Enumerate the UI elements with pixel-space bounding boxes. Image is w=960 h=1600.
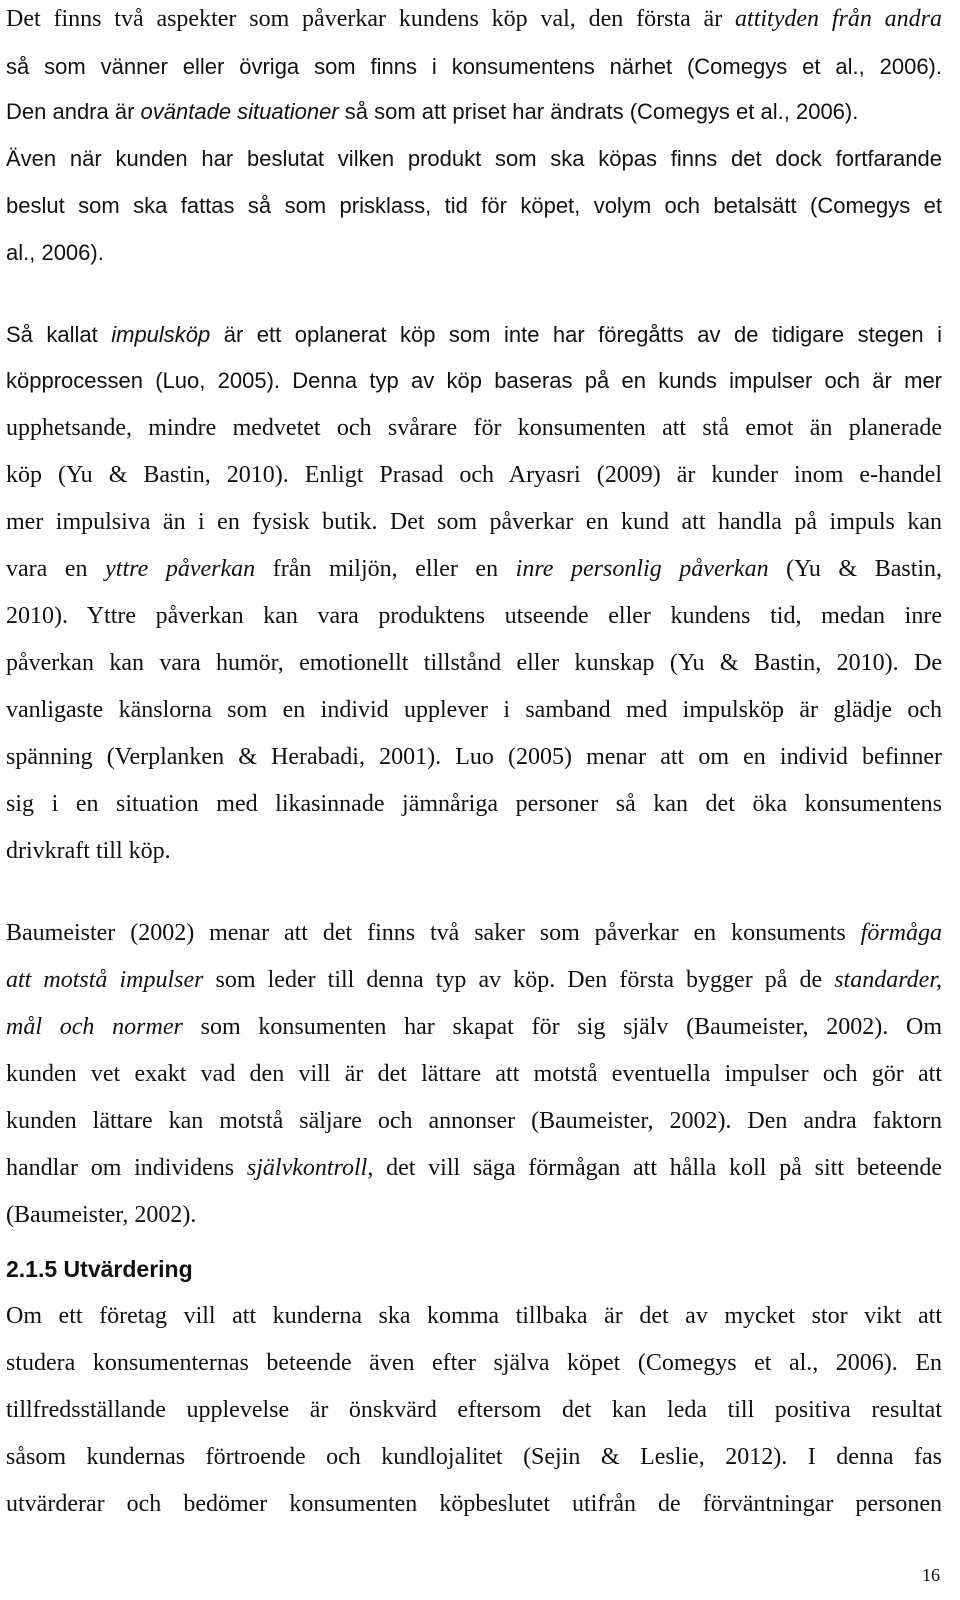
text-line	[6, 238, 942, 268]
text-segment: mer impulsiva än i en fysisk butik. Det som påverkar en kund att handla på impuls kan	[6, 509, 942, 535]
text-line	[6, 413, 942, 443]
text-segment: , det vill säga förmågan att hålla koll på sitt beteende	[367, 1155, 942, 1181]
text-segment: handlar om individens	[6, 1155, 247, 1181]
text-line	[6, 52, 942, 82]
text-line	[6, 320, 942, 350]
text-line	[6, 1153, 942, 1183]
text-line	[6, 601, 942, 631]
text-line	[6, 918, 942, 948]
text-segment: som leder till denna typ av köp. Den första bygger på de	[203, 967, 835, 993]
text-line	[6, 965, 942, 995]
text-segment: så som vänner eller övriga som finns i konsumentens närhet (Comegys et al., 2006).	[6, 54, 942, 79]
text-segment: från miljön, eller en	[255, 556, 516, 582]
text-segment: vara en	[6, 556, 106, 582]
text-line	[6, 366, 942, 396]
text-line	[6, 1442, 942, 1472]
text-line	[6, 1200, 942, 1230]
text-segment: upphetsande, mindre medvetet och svårare för konsumenten att stå emot än planerade	[6, 415, 942, 441]
text-segment: beslut som ska fattas så som prisklass, tid för köpet, volym och betalsätt (Comegys et	[6, 193, 942, 218]
italic-term: yttre påverkan	[105, 556, 256, 582]
text-segment: såsom kundernas förtroende och kundlojalitet (Sejin & Leslie, 2012). I denna fas	[6, 1444, 942, 1470]
text-line	[6, 1395, 942, 1425]
text-segment: Om ett företag vill att kunderna ska komma tillbaka är det av mycket stor vikt att	[6, 1303, 942, 1329]
text-segment: al., 2006).	[6, 240, 104, 265]
text-segment: påverkan kan vara humör, emotionellt tillstånd eller kunskap (Yu & Bastin, 2010). De	[6, 650, 942, 676]
text-line	[6, 1059, 942, 1089]
text-line	[6, 460, 942, 490]
text-segment: kunden vet exakt vad den vill är det lättare att motstå eventuella impulser och gör att	[6, 1061, 942, 1087]
text-line	[6, 507, 942, 537]
text-line	[6, 144, 942, 174]
text-segment: (Yu & Bastin,	[768, 556, 943, 582]
text-segment: utvärderar och bedömer konsumenten köpbeslutet utifrån de förväntningar personen	[6, 1491, 942, 1517]
text-line	[6, 4, 942, 34]
italic-term: oväntade situationer	[140, 99, 339, 124]
text-line	[6, 1301, 942, 1331]
text-line	[6, 1106, 942, 1136]
text-segment: (Baumeister, 2002).	[6, 1202, 197, 1228]
text-segment: köpprocessen (Luo, 2005). Denna typ av köp baseras på en kunds impulser och är mer	[6, 368, 942, 393]
text-line	[6, 695, 942, 725]
text-segment: drivkraft till köp.	[6, 838, 171, 864]
text-line	[6, 1348, 942, 1378]
text-segment: tillfredsställande upplevelse är önskvärd eftersom det kan leda till positiva resultat	[6, 1397, 942, 1423]
text-segment: Även när kunden har beslutat vilken produkt som ska köpas finns det dock fortfarande	[6, 146, 942, 171]
text-segment: Baumeister (2002) menar att det finns två saker som påverkar en konsuments	[6, 920, 861, 946]
italic-term: inre personlig påverkan	[515, 556, 769, 582]
text-line	[6, 97, 942, 127]
text-segment: studera konsumenternas beteende även efter själva köpet (Comegys et al., 2006). En	[6, 1350, 942, 1376]
italic-term: mål och normer	[6, 1014, 183, 1040]
text-line	[6, 554, 942, 584]
text-line	[6, 836, 942, 866]
italic-term: förmåga	[860, 920, 942, 946]
text-segment: sig i en situation med likasinnade jämnåriga personer så kan det öka konsumentens	[6, 791, 942, 817]
text-segment: Det finns två aspekter som påverkar kundens köp val, den första är	[6, 6, 736, 32]
text-line	[6, 1012, 942, 1042]
text-line	[6, 789, 942, 819]
text-segment: så som att priset har ändrats (Comegys et al., 2006).	[338, 99, 859, 124]
italic-term: att motstå impulser	[6, 967, 204, 993]
text-segment: spänning (Verplanken & Herabadi, 2001). Luo (2005) menar att om en individ befinner	[6, 744, 942, 770]
page-number: 16	[922, 1565, 940, 1585]
text-line	[6, 648, 942, 678]
section-heading: 2.1.5 Utvärdering	[6, 1256, 193, 1282]
text-line	[6, 742, 942, 772]
italic-term: attityden från andra	[735, 6, 943, 32]
text-line	[6, 191, 942, 221]
text-segment: vanligaste känslorna som en individ upplever i samband med impulsköp är glädje och	[6, 697, 942, 723]
italic-term: självkontroll	[246, 1155, 368, 1181]
text-segment: Den andra är	[6, 99, 141, 124]
text-segment: är ett oplanerat köp som inte har föregåtts av de tidigare stegen i	[210, 322, 942, 347]
text-segment: kunden lättare kan motstå säljare och annonser (Baumeister, 2002). Den andra faktorn	[6, 1108, 942, 1134]
text-segment: 2010). Yttre påverkan kan vara produktens utseende eller kundens tid, medan inre	[6, 603, 942, 629]
italic-term: standarder,	[834, 967, 942, 993]
text-segment: som konsumenten har skapat för sig själv (Baumeister, 2002). Om	[182, 1014, 942, 1040]
text-segment: köp (Yu & Bastin, 2010). Enligt Prasad och Aryasri (2009) är kunder inom e-handel	[6, 462, 942, 488]
italic-term: impulsköp	[111, 322, 211, 347]
text-segment: Så kallat	[6, 322, 112, 347]
text-line	[6, 1489, 942, 1519]
